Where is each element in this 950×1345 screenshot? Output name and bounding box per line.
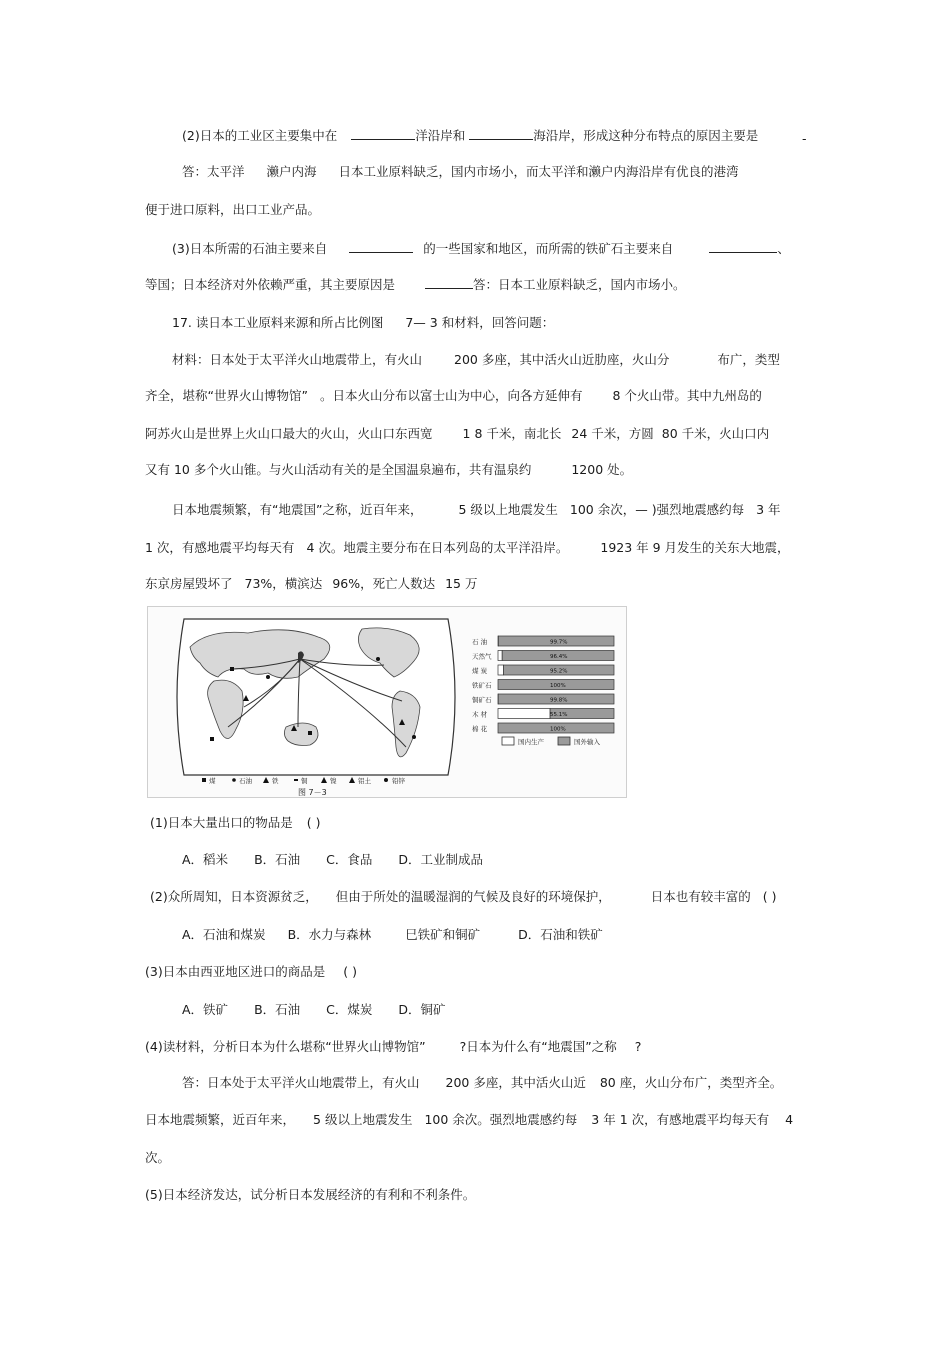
answer-paren[interactable]: ( )	[306, 815, 321, 830]
bar-category-label: 铜矿石	[472, 696, 492, 704]
material-text: 73%，横滨达	[244, 576, 323, 591]
legend-oil: 石油	[239, 777, 252, 785]
map-legend	[202, 776, 406, 785]
oil-marker	[266, 675, 270, 679]
australia-shape	[284, 723, 318, 746]
material-text: 1 8 千米，南北长	[462, 426, 562, 441]
legend-iron: 铁	[272, 777, 279, 785]
material-text: 24 千米，方圆	[571, 426, 654, 441]
legend-coal-symbol	[202, 778, 206, 782]
material-line2	[145, 388, 762, 404]
sub-q1-options	[182, 852, 483, 868]
question-text: 7— 3 和材料，回答问题：	[405, 315, 555, 330]
material-text: 1 次，有感地震平均每天有	[145, 540, 295, 555]
question-text: (4)读材料，分析日本为什么堪称“世界火山博物馆”	[145, 1039, 426, 1054]
answer-blank[interactable]	[349, 240, 413, 253]
option-d[interactable]: D．工业制成品	[398, 852, 484, 867]
q16-answer2-line1	[182, 164, 739, 180]
bar-domestic	[498, 651, 502, 661]
figure-svg	[148, 607, 626, 797]
option-a[interactable]: A．石油和煤炭	[182, 927, 266, 942]
question-text: (2)众所周知，日本资源贫乏，	[150, 889, 318, 904]
bar-value-label: 96.4%	[550, 654, 568, 660]
option-b[interactable]: B．水力与森林	[287, 927, 372, 942]
option-d[interactable]: D．铜矿	[398, 1002, 446, 1017]
question-text: (3)日本由西亚地区进口的商品是	[145, 964, 326, 979]
legend-imported-swatch	[558, 737, 570, 745]
question-text: 等国；日本经济对外依赖严重，其主要原因是	[145, 277, 396, 292]
option-c[interactable]: 巳铁矿和铜矿	[405, 927, 481, 942]
option-c[interactable]: C．食品	[326, 852, 373, 867]
figure-caption: 图 7－3	[298, 788, 327, 797]
material-text: 80 千米，火山口内	[661, 426, 770, 441]
answer-blank[interactable]	[469, 127, 533, 140]
answer-text: 答：日本工业原料缺乏，国内市场小。	[473, 277, 686, 292]
legend-iron-symbol	[263, 777, 269, 783]
answer-text: 80 座，火山分布广，类型齐全。	[599, 1075, 783, 1090]
answer-paren[interactable]: ( )	[762, 889, 777, 904]
bar-category-label: 棉 花	[472, 725, 488, 733]
option-b[interactable]: B．石油	[254, 852, 301, 867]
sub-q4-answer-line3: 次。	[145, 1150, 171, 1165]
material-text: 200 多座，其中活火山近肋座，火山分	[454, 352, 670, 367]
answer-text: 4	[785, 1112, 794, 1127]
q16-part3-line1	[172, 240, 790, 257]
ratio-bar-chart	[472, 636, 614, 733]
question-text: 但由于所处的温暖湿润的气候及良好的环境保护，	[335, 889, 611, 904]
option-a[interactable]: A．稻米	[182, 852, 229, 867]
bar-value-label: 95.2%	[550, 668, 568, 675]
material-text: 材料：日本处于太平洋火山地震带上，有火山	[172, 352, 423, 367]
material-text: 4 次。地震主要分布在日本列岛的太平洋沿岸。	[306, 540, 569, 555]
question-text: (3)日本所需的石油主要来自	[172, 241, 328, 256]
legend-copper-symbol	[294, 779, 298, 781]
question-text: 17. 读日本工业原料来源和所占比例图	[172, 315, 384, 330]
answer-text: 日本地震频繁，近百年来，	[145, 1112, 296, 1127]
sub-q3-options	[182, 1002, 446, 1018]
dash-mark: -	[802, 131, 807, 146]
material-line7	[145, 576, 478, 592]
option-c[interactable]: C．煤炭	[326, 1002, 373, 1017]
bar-value-label: 99.7%	[550, 639, 568, 646]
legend-bauxite: 铝土	[358, 777, 371, 785]
legend-domestic: 国内生产	[518, 738, 544, 746]
bar-category-label: 天然气	[472, 652, 492, 661]
answer-blank[interactable]	[351, 127, 415, 140]
bar-domestic	[498, 709, 550, 719]
legend-lead-zinc: 铅锌	[392, 777, 405, 785]
sub-q2-options	[182, 927, 603, 943]
material-text: 又有 10 多个火山锥。与火山活动有关的是全国温泉遍布，共有温泉约	[145, 462, 532, 477]
material-text: 日本地震频繁，有“地震国”之称，近百年来，	[172, 502, 423, 517]
bar-category-label: 石 油	[472, 638, 488, 646]
copper-marker	[412, 735, 416, 739]
answer-text: 濑户内海	[266, 164, 317, 179]
sub-q3	[145, 964, 357, 980]
answer-text: 日本工业原料缺乏，国内市场小，而太平洋和濑户内海沿岸有优良的港湾	[338, 164, 739, 179]
bar-value-label: 100%	[550, 683, 566, 689]
material-line1	[172, 352, 780, 368]
material-text: 1923 年 9 月发生的关东大地震，	[600, 540, 790, 555]
legend-bauxite-symbol	[349, 777, 355, 783]
material-text: 5 级以上地震发生	[458, 502, 558, 517]
answer-text: 5 级以上地震发生	[313, 1112, 413, 1127]
copper-marker	[376, 657, 380, 661]
sub-q4-answer-line2	[145, 1112, 793, 1128]
q16-part2-text-a: (2)日本的工业区主要集中在	[182, 128, 338, 143]
coal-marker	[210, 737, 214, 741]
material-text: 1200 处。	[571, 462, 633, 477]
sub-q5: (5)日本经济发达，试分析日本发展经济的有利和不利条件。	[145, 1187, 476, 1202]
material-line3	[145, 426, 769, 442]
bar-domestic	[498, 665, 504, 675]
material-line6	[145, 540, 790, 556]
question-text: (1)日本大量出口的物品是	[150, 815, 293, 830]
question-text: 、	[777, 241, 790, 256]
answer-text: 200 多座，其中活火山近	[445, 1075, 586, 1090]
option-a[interactable]: A．铁矿	[182, 1002, 229, 1017]
material-text: 。日本火山分布以富士山为中心，向各方延伸有	[319, 388, 583, 403]
question-text: 日本也有较丰富的	[650, 889, 751, 904]
material-text: 100 余次，— )强烈地震感约每	[569, 502, 745, 517]
legend-nickel-symbol	[321, 777, 327, 783]
legend-nickel: 镍	[330, 777, 337, 785]
material-text: 布广，类型	[717, 352, 780, 367]
material-text: 阿苏火山是世界上火山口最大的火山，火山口东西宽	[145, 426, 433, 441]
question-text: ?日本为什么有“地震国”之称	[459, 1039, 617, 1054]
q16-part2-line	[182, 127, 758, 144]
material-line5	[172, 502, 781, 518]
answer-paren[interactable]: ( )	[343, 964, 357, 979]
material-text: 15 万	[445, 576, 478, 591]
sub-q1	[150, 815, 320, 831]
coal-marker	[230, 667, 234, 671]
bar-value-label: 55.1%	[550, 712, 568, 718]
material-text: 东京房屋毁坏了	[145, 576, 233, 591]
bar-category-label: 煤 炭	[472, 667, 488, 675]
q16-part3-line2	[145, 276, 686, 293]
option-b[interactable]: B．石油	[254, 1002, 301, 1017]
material-text: 8 个火山带。其中九州岛的	[612, 388, 762, 403]
material-text: 齐全，堪称“世界火山博物馆”	[145, 388, 308, 403]
legend-domestic-swatch	[502, 737, 514, 745]
answer-text: 答：太平洋	[182, 164, 245, 179]
sub-q2	[150, 889, 776, 905]
legend-oil-symbol	[232, 778, 236, 782]
q17-title	[172, 315, 554, 331]
bar-value-label: 99.8%	[550, 697, 568, 704]
material-line4	[145, 462, 632, 478]
question-text: ?	[634, 1039, 642, 1054]
q16-part2-text-b: 洋沿岸和	[415, 128, 466, 143]
legend-copper: 铜	[301, 777, 308, 785]
answer-text: 3 年 1 次，有感地震平均每天有	[591, 1112, 770, 1127]
legend-coal: 煤	[209, 777, 216, 785]
bar-category-label: 木 材	[472, 710, 488, 719]
answer-blank[interactable]	[425, 276, 473, 289]
q16-answer2-line2: 便于进口原料，出口工业产品。	[145, 202, 321, 217]
material-text: 3 年	[756, 502, 781, 517]
option-d[interactable]: D．石油和铁矿	[518, 927, 603, 942]
material-text: 96%，死亡人数达	[332, 576, 436, 591]
answer-text: 答：日本处于太平洋火山地震带上，有火山	[182, 1075, 420, 1090]
legend-lead-zinc-symbol	[384, 778, 388, 782]
bar-category-label: 铁矿石	[472, 681, 492, 690]
bar-value-label: 100%	[550, 726, 566, 733]
question-text: 的一些国家和地区，而所需的铁矿石主要来自	[423, 241, 674, 256]
q16-part2-text-c: 海沿岸，形成这种分布特点的原因主要是	[533, 128, 759, 143]
sub-q4	[145, 1039, 641, 1055]
legend-imported: 国外输入	[574, 738, 600, 746]
answer-text: 100 余次。强烈地震感约每	[424, 1112, 578, 1127]
answer-blank[interactable]	[709, 240, 777, 253]
figure-7-3	[147, 606, 627, 798]
sub-q4-answer-line1	[182, 1075, 782, 1091]
coal-marker	[308, 731, 312, 735]
